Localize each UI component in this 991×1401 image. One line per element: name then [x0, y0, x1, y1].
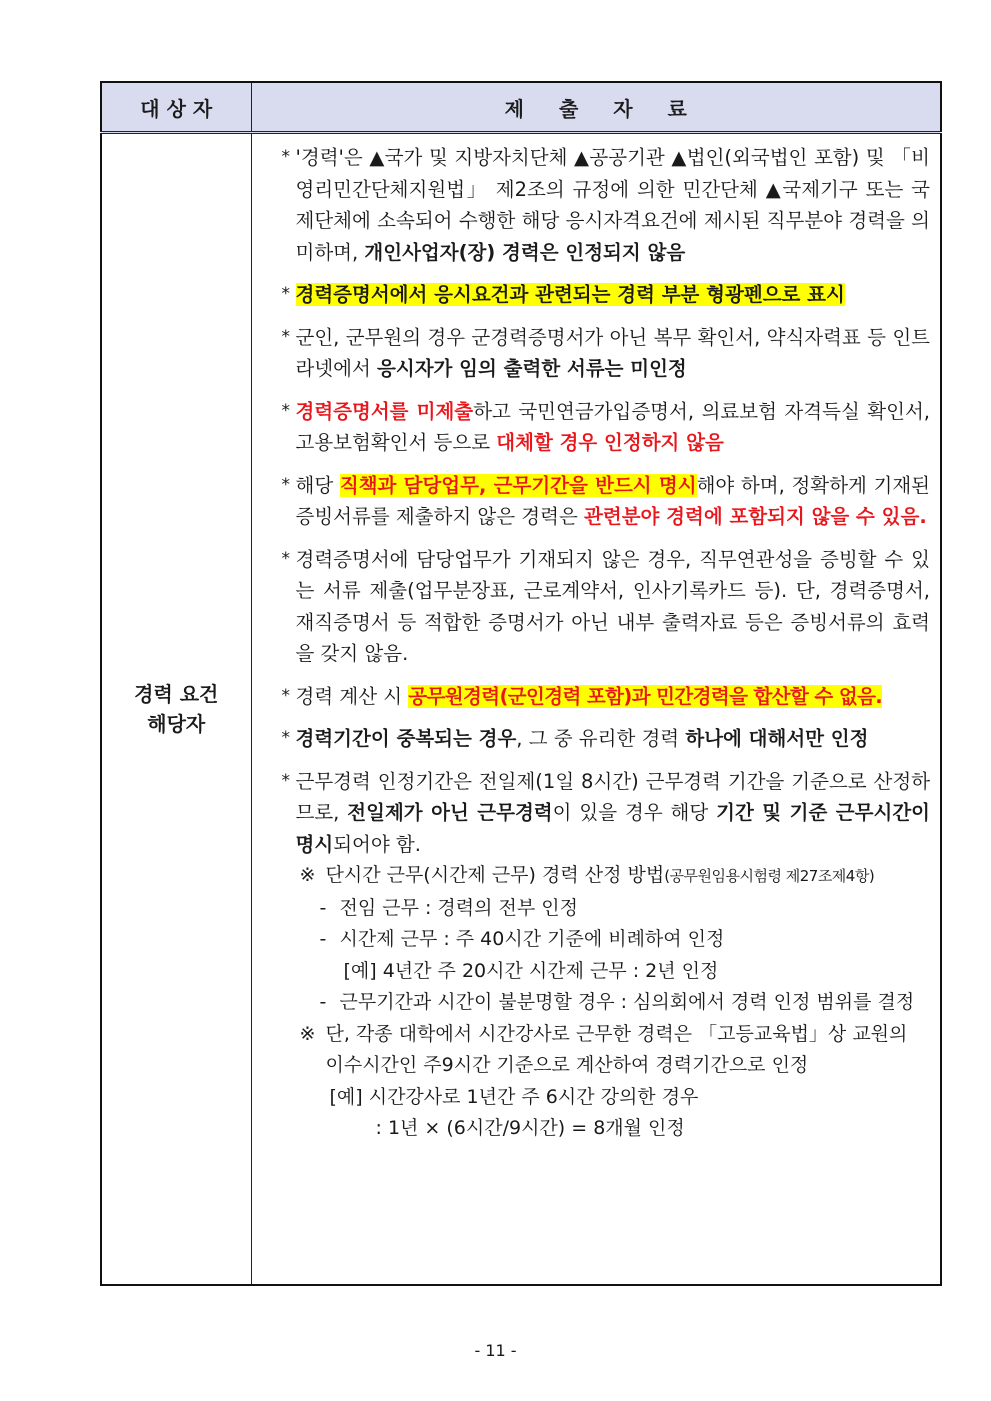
example-lecturer: [예] 시간강사로 1년간 주 6시간 강의한 경우 — [329, 1085, 699, 1108]
note-text: 시간제 근무 : 주 40시간 기준에 비례하여 인정 — [339, 928, 725, 950]
item-text: 근무경력 인정기간은 전일제(1일 8시간) 근무경력 기간을 기준으로 산정하므로, — [295, 769, 930, 824]
star-mark: * — [281, 284, 290, 304]
documents-cell — [251, 133, 941, 1286]
star-mark: * — [281, 685, 290, 706]
target-label-line2: 해당자 — [147, 712, 206, 736]
item-text-highlighted-red: 공무원경력(군인경력 포함)과 민간경력을 합산할 수 없음. — [408, 684, 883, 708]
dash-mark: - — [319, 896, 327, 919]
item-text: 이 있을 경우 해당 — [552, 801, 717, 824]
note-text: 단시간 근무(시간제 근무) 경력 산정 방법 — [325, 864, 665, 886]
star-mark: * — [281, 770, 290, 791]
item-fulltime-basis — [281, 766, 931, 861]
item-text-bold: 하나에 대해서만 인정 — [685, 727, 869, 750]
item-text: , 그 중 유리한 경력 — [516, 727, 686, 750]
item-text: 하고 국민연금가입증명서, 의료보험 자격득실 확인서, 고용보험확인서 등으로 — [295, 399, 930, 454]
note-fulltime — [296, 893, 931, 925]
dash-mark: - — [319, 991, 327, 1013]
item-text-highlighted: 경력증명서에서 응시요건과 관련되는 경력 부분 형광펜으로 표시 — [295, 283, 845, 306]
note-parttime-method — [296, 860, 931, 893]
item-duties-missing — [281, 544, 931, 670]
item-text: 해당 — [295, 473, 340, 497]
item-text-bold: 경력기간이 중복되는 경우 — [295, 727, 517, 750]
item-duties-specify — [281, 470, 931, 533]
reference-mark: ※ — [299, 1022, 316, 1045]
star-mark: * — [281, 326, 290, 347]
star-mark: * — [281, 147, 290, 167]
item-text-red: 대체할 경우 인정하지 않음 — [496, 431, 724, 454]
item-text-bold: 개인사업자(장) 경력은 인정되지 않음 — [364, 240, 686, 264]
item-text: 경력증명서에 담당업무가 기재되지 않은 경우, 직무연관성을 증빙할 수 있는 서류 제출(업무분장표, 근로계약서, 인사기록카드 등). 단, 경력증명서, 재직증명서 등 적합한 증명서가 아닌 내부 출력자료 등은 증빙서류의 효력을 갖지 않음. — [295, 547, 930, 665]
requirements-table — [100, 81, 942, 1286]
item-career-definition — [281, 142, 931, 268]
dash-mark: - — [319, 928, 327, 950]
item-text: 해야 하며, 정확하게 기재된 증빙서류를 제출하지 않은 경력은 — [295, 473, 930, 528]
item-career-calculation — [281, 681, 931, 713]
note-text: 근무기간과 시간이 불분명할 경우 : 심의회에서 경력 인정 범위를 결정 — [339, 991, 915, 1013]
note-text: 전임 근무 : 경력의 전부 인정 — [339, 896, 578, 919]
note-unclear-period — [296, 987, 931, 1019]
item-text-bold: 기간 및 기준 근무시간이 명시 — [295, 801, 930, 856]
example-lecturer-calc: : 1년 × (6시간/9시간) = 8개월 인정 — [375, 1117, 685, 1139]
item-text: '경력'은 ▲국가 및 지방자치단체 ▲공공기관 ▲법인(외국법인 포함) 및 「비영리민간단체지원법」 제2조의 규정에 의한 민간단체 ▲국제기구 또는 국제단체에 소속되어 수행한 해당 응시자격요건에 제시된 직무분야 경력을 의미하며, — [295, 146, 930, 264]
page-number: - 11 - — [474, 1341, 517, 1360]
star-mark: * — [281, 474, 290, 495]
star-mark: * — [281, 400, 290, 421]
item-text: 경력 계산 시 — [295, 684, 409, 708]
item-text-bold: 응시자가 임의 출력한 서류는 미인정 — [377, 357, 687, 380]
header-target: 대 상 자 — [101, 82, 251, 133]
example-parttime: [예] 4년간 주 20시간 시간제 근무 : 2년 인정 — [343, 959, 719, 982]
note-text: 단, 각종 대학에서 시간강사로 근무한 경력은 「고등교육법」상 교원의 이수시간인 주9시간 기준으로 계산하여 경력기간으로 인정 — [325, 1022, 908, 1076]
item-certificate-missing — [281, 396, 931, 459]
header-documents: 제 출 자 료 — [251, 82, 941, 133]
item-military-career — [281, 322, 931, 385]
item-text-red: 경력증명서를 미제출 — [295, 399, 474, 423]
item-highlight-requirement — [281, 279, 931, 311]
star-mark: * — [281, 728, 290, 748]
item-text: 군인, 군무원의 경우 군경력증명서가 아닌 복무 확인서, 약식자력표 등 인트라넷에서 — [295, 325, 930, 380]
note-legal-reference: (공무원임용시험령 제27조제4항) — [664, 867, 875, 885]
star-mark: * — [281, 548, 290, 569]
item-text-highlighted-red: 직책과 담당업무, 근무기간을 반드시 명시 — [339, 473, 697, 497]
target-cell — [101, 133, 251, 1286]
note-parttime — [296, 924, 931, 956]
target-label-line1: 경력 요건 — [134, 682, 219, 706]
item-text-bold: 전일제가 아닌 근무경력 — [347, 801, 553, 824]
reference-mark: ※ — [299, 864, 316, 886]
item-overlapping-period — [281, 723, 931, 755]
note-lecturer — [296, 1019, 931, 1082]
item-text: 되어야 함. — [333, 832, 421, 856]
item-text-red: 관련분야 경력에 포함되지 않을 수 있음. — [584, 505, 927, 528]
